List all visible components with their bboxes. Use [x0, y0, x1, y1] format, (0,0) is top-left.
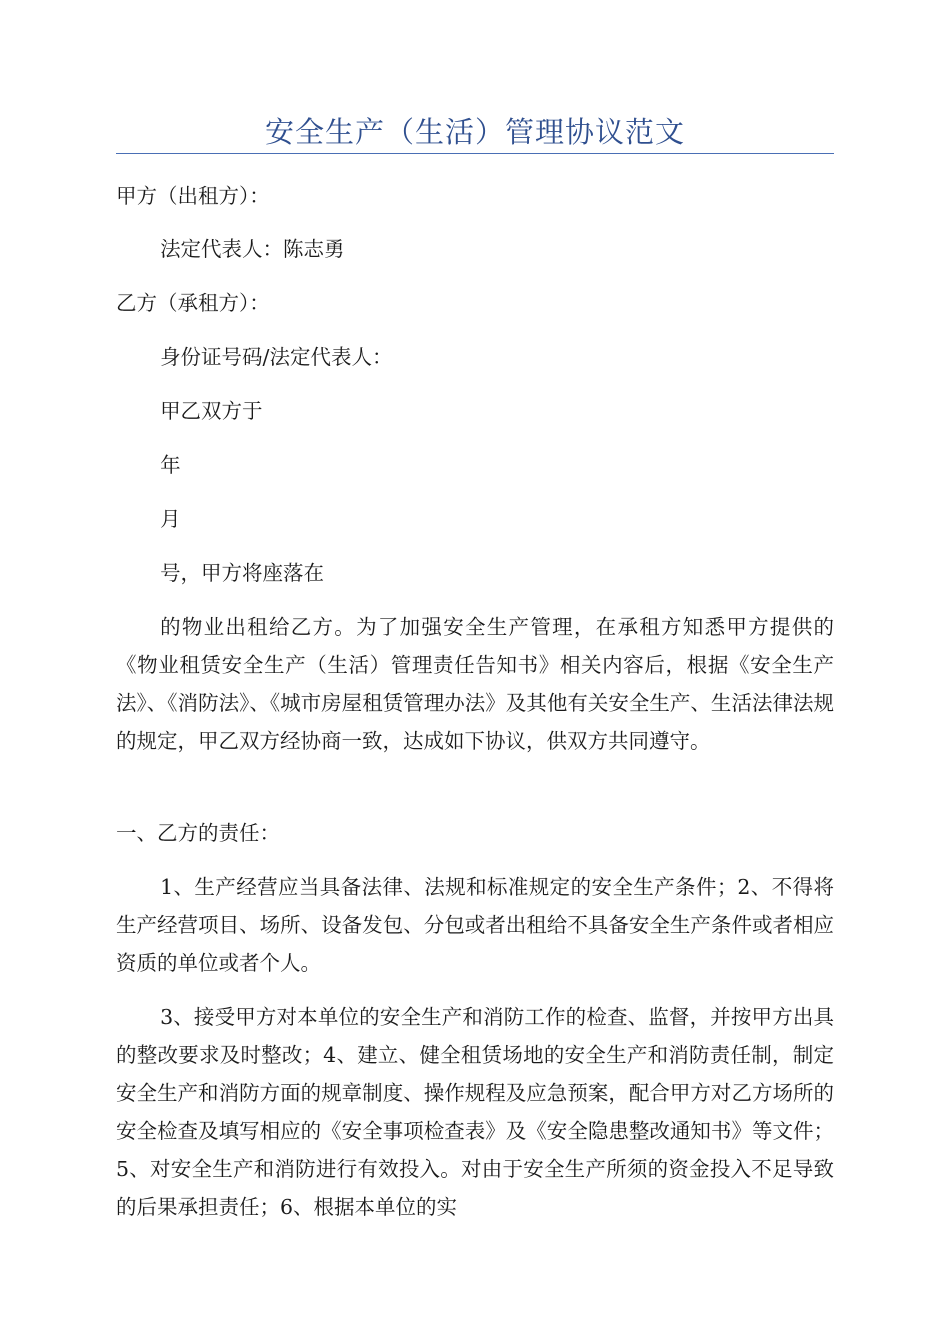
title-underline — [116, 153, 834, 154]
date-line-month: 月 — [160, 507, 181, 531]
duty-paragraph-1-2: 1、生产经营应当具备法律、法规和标准规定的安全生产条件；2、不得将生产经营项目、场所、设备发包、分包或者出租给不具备安全生产条件或者相应资质的单位或者个人。 — [116, 875, 834, 975]
section-heading-party-b-duties: 一、乙方的责任： — [116, 821, 280, 845]
date-line-parties: 甲乙双方于 — [160, 399, 263, 423]
date-line-day: 号，甲方将座落在 — [160, 561, 325, 585]
party-b-label: 乙方（承租方）： — [116, 291, 270, 315]
duty-paragraph-3-6: 3、接受甲方对本单位的安全生产和消防工作的检查、监督，并按甲方出具的整改要求及时整改；4、建立、健全租赁场地的安全生产和消防责任制，制定安全生产和消防方面的规章制度、操作规程及应急预案，配合甲方对乙方场所的安全检查及填写相应的《安全事项检查表》及《安全隐患整改通知书》等文件；5、对安全生产和消防进行有效投入。对由于安全生产所须的资金投入不足导致的后果承担责任；6、根据本单位的实 — [116, 1005, 834, 1219]
party-a-label: 甲方（出租方）： — [116, 184, 270, 208]
date-line-year: 年 — [160, 453, 181, 477]
document-title: 安全生产（生活）管理协议范文 — [264, 115, 685, 149]
legal-representative-a: 法定代表人：陈志勇 — [160, 237, 345, 261]
intro-paragraph: 的物业出租给乙方。为了加强安全生产管理，在承租方知悉甲方提供的《物业租赁安全生产（生活）管理责任告知书》相关内容后，根据《安全生产法》、《消防法》、《城市房屋租赁管理办法》及其他有关安全生产、生活法律法规的规定，甲乙双方经协商一致，达成如下协议，供双方共同遵守。 — [116, 615, 834, 753]
id-number-line: 身份证号码/法定代表人： — [160, 345, 393, 369]
